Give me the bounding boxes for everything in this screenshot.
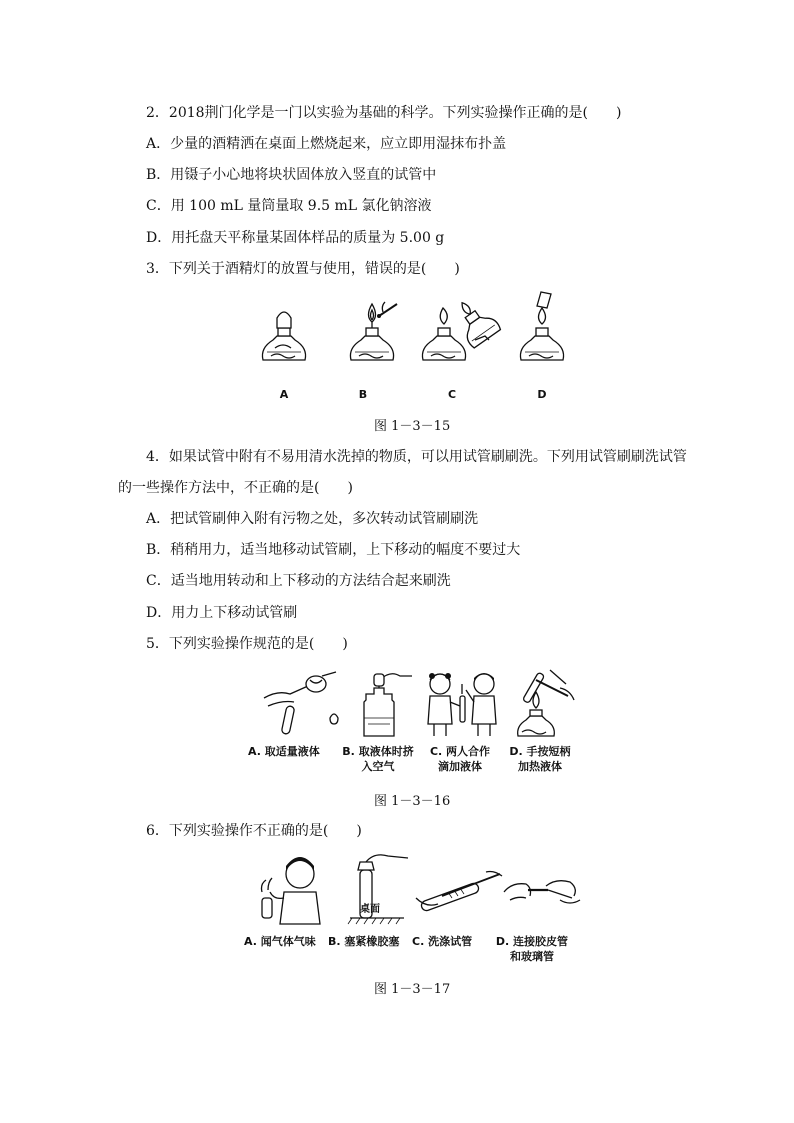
liquid-operation-figure xyxy=(260,666,580,742)
boy-smelling-a-icon xyxy=(262,857,321,924)
q5-label-c: C. 两人合作 滴加液体 xyxy=(429,745,491,773)
alcohol-lamp-a-icon xyxy=(262,312,305,360)
lamp-label-b: B xyxy=(358,388,368,401)
dropper-bottle-b-icon xyxy=(364,674,412,736)
washing-tube-c-icon xyxy=(416,872,502,912)
q5-label-a: A. 取适量液体 xyxy=(248,745,320,758)
q5-stem: 5．下列实验操作规范的是( ) xyxy=(146,636,348,652)
q2-option-c: C．用 100 mL 量筒量取 9.5 mL 氯化钠溶液 xyxy=(146,198,432,214)
lamp-label-c: C xyxy=(447,388,457,401)
lamp-label-a: A xyxy=(279,388,289,401)
figure-caption-17: 图 1－3－17 xyxy=(374,982,451,997)
q4-option-c: C．适当地用转动和上下移动的方法结合起来刷洗 xyxy=(146,573,451,589)
alcohol-lamp-b-icon xyxy=(350,302,397,360)
q4-stem-line2: 的一些操作方法中，不正确的是( ) xyxy=(118,480,353,496)
figure-caption-15: 图 1－3－15 xyxy=(374,419,451,434)
q5-label-d: D. 手按短柄 加热液体 xyxy=(509,745,571,773)
q2-option-b: B．用镊子小心地将块状固体放入竖直的试管中 xyxy=(146,167,437,183)
lamp-label-d: D xyxy=(537,388,547,401)
q6-label-b: B. 塞紧橡胶塞 xyxy=(328,935,400,948)
q4-stem-line1: 4．如果试管中附有不易用清水洗掉的物质，可以用试管刷刷洗。下列用试管刷刷洗试管 xyxy=(146,449,687,465)
q2-stem: 2．2018荆门化学是一门以实验为基础的科学。下列实验操作正确的是( ) xyxy=(146,105,622,121)
q6-label-d: D. 连接胶皮管 和玻璃管 xyxy=(495,935,569,963)
q4-option-a: A．把试管刷伸入附有污物之处，多次转动试管刷刷洗 xyxy=(146,511,479,527)
q4-option-b: B．稍稍用力，适当地移动试管刷，上下移动的幅度不要过大 xyxy=(146,542,521,558)
q6-label-c: C. 洗涤试管 xyxy=(412,935,473,948)
connecting-tube-d-icon xyxy=(504,881,580,903)
alcohol-lamp-d-icon xyxy=(520,292,563,360)
q3-stem: 3．下列关于酒精灯的放置与使用，错误的是( ) xyxy=(146,261,460,277)
q6-label-a: A. 闻气体气味 xyxy=(244,935,316,948)
hand-dropper-a-icon xyxy=(264,672,338,735)
alcohol-lamp-figure xyxy=(255,290,575,382)
figure-caption-16: 图 1－3－16 xyxy=(374,794,451,809)
alcohol-lamp-c-icon xyxy=(422,293,501,360)
q4-option-d: D．用力上下移动试管刷 xyxy=(146,605,298,621)
operation-figure-17 xyxy=(252,852,584,928)
q6-stem: 6．下列实验操作不正确的是( ) xyxy=(146,823,362,839)
two-children-c-icon xyxy=(428,673,496,736)
heating-tube-d-icon xyxy=(518,670,574,736)
q2-option-a: A．少量的酒精洒在桌面上燃烧起来，应立即用湿抹布扑盖 xyxy=(146,136,507,152)
q2-option-d: D．用托盘天平称量某固体样品的质量为 5.00 g xyxy=(146,230,445,246)
q5-label-b: B. 取液体时挤 入空气 xyxy=(342,745,414,773)
desk-label: 桌面 xyxy=(360,904,380,915)
